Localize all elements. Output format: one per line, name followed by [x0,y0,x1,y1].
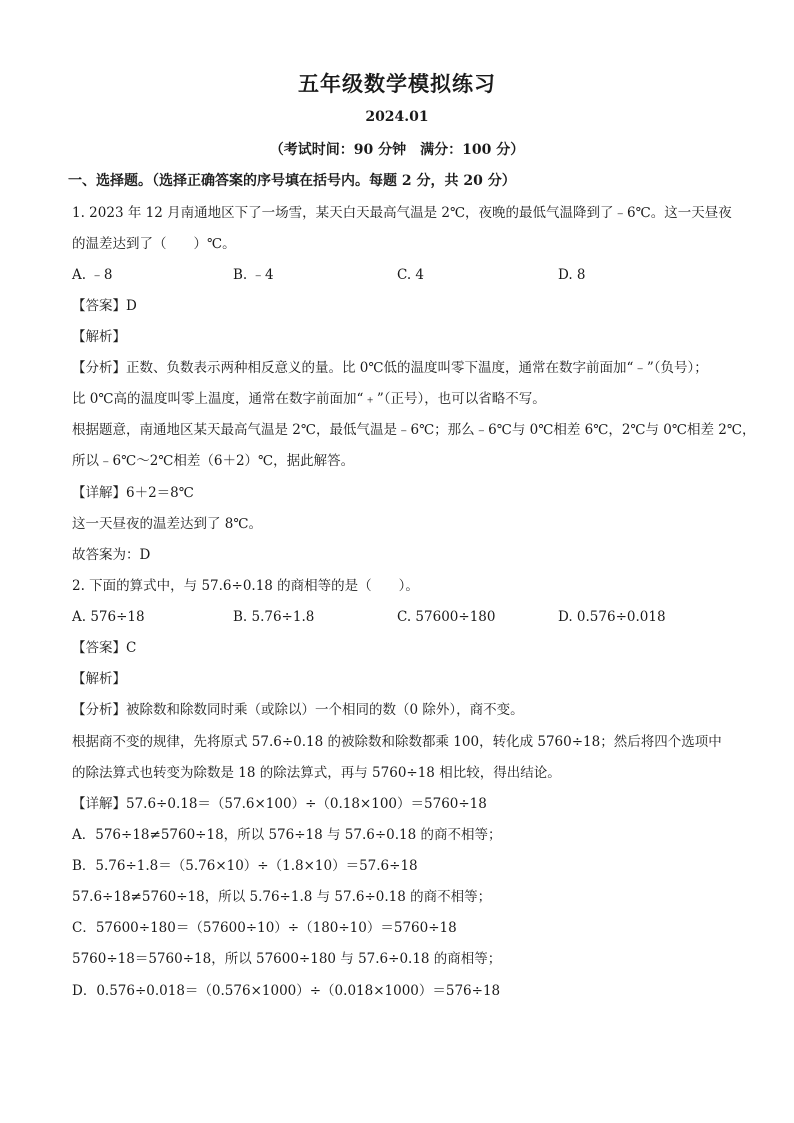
q2-option-d: D. 0.576÷0.018 [558,609,666,625]
q1-option-b: B. ﹣4 [233,267,274,283]
q2-analysis-line2: 根据商不变的规律，先将原式 57.6÷0.18 的被除数和除数都乘 100，转化成 5760÷18；然后将四个选项中 [72,734,722,750]
q1-analysis-line1: 【分析】正数、负数表示两种相反意义的量。比 0℃低的温度叫零下温度，通常在数字前面加“﹣”（负号）； [72,360,708,376]
exam-time: （考试时间：90 分钟 [269,142,407,158]
exam-info [0,139,794,159]
q2-detail-c1: C．57600÷180＝（57600÷10）÷（180÷10）＝5760÷18 [72,920,457,936]
q2-stem: 2. 下面的算式中，与 57.6÷0.18 的商相等的是（ ）。 [72,578,419,594]
q2-detail-c2: 5760÷18＝5760÷18，所以 57600÷180 与 57.6÷0.18 的商相等； [72,951,502,967]
section-heading: 一、选择题。（选择正确答案的序号填在括号内。每题 2 分，共 20 分） [68,173,516,189]
q1-stem-line1: 1. 2023 年 12 月南通地区下了一场雪，某天白天最高气温是 2℃，夜晚的最低气温降到了﹣6℃。这一天昼夜 [72,205,732,221]
q1-detail: 【详解】6＋2＝8℃ [72,485,194,501]
q2-option-b: B. 5.76÷1.8 [233,609,315,625]
q2-detail-b1: B．5.76÷1.8＝（5.76×10）÷（1.8×10）＝57.6÷18 [72,858,418,874]
q2-detail-a: A．576÷18≠5760÷18，所以 576÷18 与 57.6÷0.18 的商不相等； [72,827,502,843]
q2-analysis-label: 【解析】 [72,671,126,687]
q1-analysis-label: 【解析】 [72,329,126,345]
full-score: 满分：100 分） [420,142,525,158]
q1-answer: 【答案】D [72,298,137,314]
q1-analysis-line4: 所以﹣6℃～2℃相差（6＋2）℃，据此解答。 [72,453,355,469]
q1-analysis-line3: 根据题意，南通地区某天最高气温是 2℃，最低气温是﹣6℃；那么﹣6℃与 0℃相差 6℃，2℃与 0℃相差 2℃， [72,422,756,438]
q2-detail-b2: 57.6÷18≠5760÷18，所以 5.76÷1.8 与 57.6÷0.18 的商不相等； [72,889,492,905]
q2-option-a: A. 576÷18 [72,609,145,625]
q1-stem-line2: 的温差达到了（ ）℃。 [72,236,236,252]
q1-option-c: C. 4 [397,267,425,283]
q2-detail: 【详解】57.6÷0.18＝（57.6×100）÷（0.18×100）＝5760÷18 [72,796,487,812]
page-title: 五年级数学模拟练习 [298,71,496,96]
q1-detail-line2: 这一天昼夜的温差达到了 8℃。 [72,516,262,532]
q2-detail-d1: D．0.576÷0.018＝（0.576×1000）÷（0.018×1000）＝576÷18 [72,983,501,999]
q1-analysis-line2: 比 0℃高的温度叫零上温度，通常在数字前面加“﹢”（正号），也可以省略不写。 [72,391,546,407]
q1-conclusion: 故答案为：D [72,547,151,563]
q2-answer: 【答案】C [72,640,137,656]
q2-analysis-line3: 的除法算式也转变为除数是 18 的除法算式，再与 5760÷18 相比较，得出结论。 [72,765,561,781]
q1-option-d: D. 8 [558,267,586,283]
q2-analysis-line1: 【分析】被除数和除数同时乘（或除以）一个相同的数（0 除外），商不变。 [72,702,524,718]
q1-option-a: A. ﹣8 [72,267,113,283]
q2-option-c: C. 57600÷180 [397,609,496,625]
exam-date: 2024.01 [365,109,429,125]
